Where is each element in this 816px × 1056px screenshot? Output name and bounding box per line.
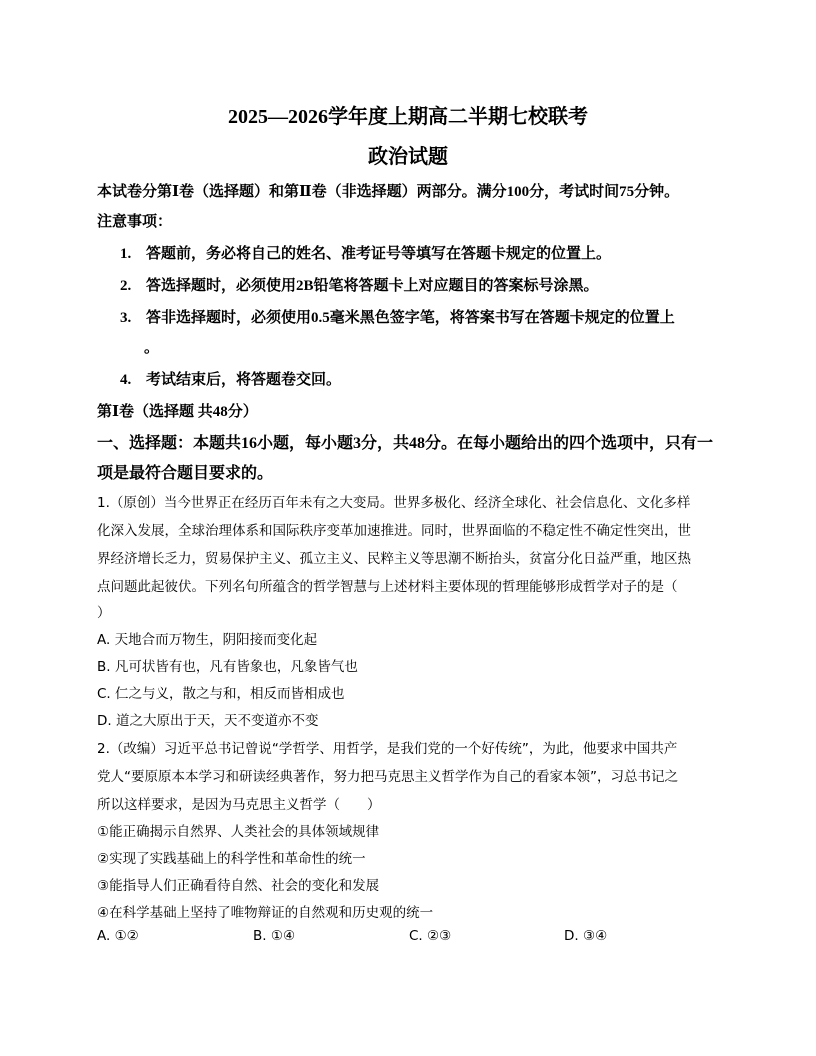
- question-1-option-d: D. 道之大原出于天，天不变道亦不变: [97, 713, 319, 729]
- question-2-statement: ①能正确揭示自然界、人类社会的具体领域规律: [97, 824, 380, 840]
- subject-title: 政治试题: [368, 146, 448, 168]
- section-heading-line1: 一、选择题：本题共16小题，每小题3分，共48分。在每小题给出的四个选项中，只有一: [97, 435, 714, 452]
- notice-item: [120, 368, 341, 389]
- notice-item-text: 答非选择题时，必须使用0.5毫米黑色签字笔，将答案书写在答题卡规定的位置上: [146, 310, 675, 326]
- part-heading: 第Ⅰ卷（选择题 共48分）: [97, 404, 258, 420]
- section-heading-line2: 项是最符合题目要求的。: [97, 465, 274, 482]
- question-1-line: 化深入发展，全球治理体系和国际秩序变革加速推进。同时，世界面临的不稳定性不确定性突出，世: [97, 523, 691, 539]
- question-1-option-c: C. 仁之与义，散之与和，相反而皆相成也: [97, 686, 345, 702]
- question-2-statement: ②实现了实践基础上的科学性和革命性的统一: [97, 851, 366, 867]
- question-1-line: ）: [97, 605, 111, 621]
- notice-item: [120, 274, 599, 295]
- notice-item-continuation: 。: [144, 340, 160, 356]
- question-2-option-d: D. ③④: [564, 928, 608, 944]
- question-1-line: 点问题此起彼伏。下列名句所蕴含的哲学智慧与上述材料主要体现的哲理能够形成哲学对子的是（: [97, 579, 678, 595]
- notice-heading: 注意事项：: [97, 214, 173, 230]
- intro-text: 本试卷分第Ⅰ卷（选择题）和第Ⅱ卷（非选择题）两部分。满分100分，考试时间75分钟。: [97, 184, 680, 200]
- notice-item-number: 1.: [120, 246, 132, 262]
- question-2-option-a: A. ①②: [97, 928, 139, 944]
- question-1-option-a: A. 天地合而万物生，阴阳接而变化起: [97, 632, 318, 648]
- notice-item-text: 答选择题时，必须使用2B铅笔将答题卡上对应题目的答案标号涂黑。: [146, 278, 599, 294]
- question-2-line: 党人“要原原本本学习和研读经典著作，努力把马克思主义哲学作为自己的看家本领”，习总书记之: [97, 769, 678, 785]
- exam-title: 2025—2026学年度上期高二半期七校联考: [228, 106, 588, 128]
- question-2-option-c: C. ②③: [409, 928, 452, 944]
- question-2-option-b: B. ①④: [253, 928, 296, 944]
- question-2-line: 所以这样要求，是因为马克思主义哲学（ ）: [97, 797, 381, 813]
- notice-item: [120, 242, 611, 263]
- question-1-option-b: B. 凡可状皆有也，凡有皆象也，凡象皆气也: [97, 659, 358, 675]
- notice-item-number: 2.: [120, 278, 132, 294]
- question-2-statement: ③能指导人们正确看待自然、社会的变化和发展: [97, 878, 380, 894]
- question-2-line: 2.（改编）习近平总书记曾说“学哲学、用哲学，是我们党的一个好传统”，为此，他要求中国共产: [97, 741, 678, 757]
- notice-item-number: 4.: [120, 372, 132, 388]
- notice-item-text: 考试结束后，将答题卷交回。: [146, 372, 342, 388]
- question-2-statement: ④在科学基础上坚持了唯物辩证的自然观和历史观的统一: [97, 905, 434, 921]
- question-1-line: 界经济增长乏力，贸易保护主义、孤立主义、民粹主义等思潮不断抬头，贫富分化日益严重，地区热: [97, 551, 691, 567]
- notice-item: [120, 306, 675, 327]
- notice-item-text: 答题前，务必将自己的姓名、准考证号等填写在答题卡规定的位置上。: [146, 246, 612, 262]
- notice-item-number: 3.: [120, 310, 132, 326]
- question-1-line: 1.（原创）当今世界正在经历百年未有之大变局。世界多极化、经济全球化、社会信息化、文化多样: [97, 495, 691, 511]
